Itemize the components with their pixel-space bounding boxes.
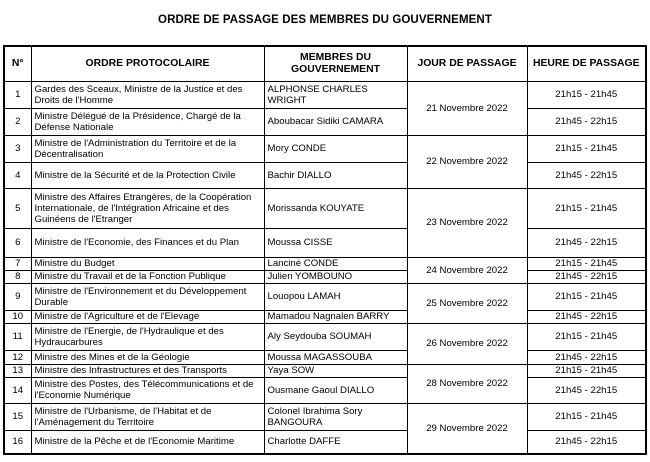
row-number: 7: [4, 257, 31, 270]
row-number: 8: [4, 270, 31, 283]
membre-cell: Moussa MAGASSOUBA: [264, 350, 407, 364]
heure-cell: 21h45 - 22h15: [527, 108, 646, 135]
membre-cell: Louopou LAMAH: [264, 283, 407, 310]
jour-cell: 26 Novembre 2022: [407, 323, 527, 364]
header-jour: JOUR DE PASSAGE: [407, 46, 527, 81]
ordre-cell: Ministre Délégué de la Présidence, Chargé de la Défense Nationale: [31, 108, 264, 135]
ordre-cell: Gardes des Sceaux, Ministre de la Justice et des Droits de l'Homme: [31, 81, 264, 108]
heure-cell: 21h15 - 21h45: [527, 135, 646, 162]
jour-cell: 24 Novembre 2022: [407, 257, 527, 283]
jour-cell: 29 Novembre 2022: [407, 403, 527, 454]
table-row: [4, 162, 646, 188]
ordre-cell: Ministre de la Pêche et de l'Economie Maritime: [31, 430, 264, 454]
header-membres: MEMBRES DU GOUVERNEMENT: [264, 46, 407, 81]
table-row: [4, 403, 646, 430]
heure-cell: 21h15 - 21h45: [527, 403, 646, 430]
ordre-cell: Ministre des Postes, des Télécommunications et de l'Economie Numérique: [31, 377, 264, 403]
membre-cell: Yaya SOW: [264, 364, 407, 377]
table-row: [4, 81, 646, 108]
row-number: 9: [4, 283, 31, 310]
membre-cell: Colonel Ibrahima Sory BANGOURA: [264, 403, 407, 430]
membre-cell: Mory CONDE: [264, 135, 407, 162]
table-row: [4, 188, 646, 228]
ordre-cell: Ministre des Mines et de la Géologie: [31, 350, 264, 364]
heure-cell: 21h15 - 21h45: [527, 323, 646, 350]
table-row: [4, 310, 646, 323]
heure-cell: 21h45 - 22h15: [527, 228, 646, 257]
table-row: [4, 323, 646, 350]
table-row: [4, 377, 646, 403]
table-row: [4, 135, 646, 162]
table-row: [4, 228, 646, 257]
table-row: [4, 364, 646, 377]
row-number: 10: [4, 310, 31, 323]
heure-cell: 21h45 - 22h15: [527, 377, 646, 403]
ordre-cell: Ministre du Budget: [31, 257, 264, 270]
heure-cell: 21h15 - 21h45: [527, 188, 646, 228]
membre-cell: Julien YOMBOUNO: [264, 270, 407, 283]
ordre-cell: Ministre de l'Agriculture et de l'Elevage: [31, 310, 264, 323]
header-heure: HEURE DE PASSAGE: [527, 46, 646, 81]
table-row: [4, 108, 646, 135]
membre-cell: Bachir DIALLO: [264, 162, 407, 188]
table-row: [4, 350, 646, 364]
row-number: 1: [4, 81, 31, 108]
membre-cell: Mamadou Nagnalen BARRY: [264, 310, 407, 323]
row-number: 14: [4, 377, 31, 403]
ordre-cell: Ministre du Travail et de la Fonction Publique: [31, 270, 264, 283]
membre-cell: Aly Seydouba SOUMAH: [264, 323, 407, 350]
heure-cell: 21h45 - 22h15: [527, 162, 646, 188]
membre-cell: Ousmane Gaoul DIALLO: [264, 377, 407, 403]
ordre-cell: Ministre de l'Administration du Territoire et de la Décentralisation: [31, 135, 264, 162]
heure-cell: 21h15 - 21h45: [527, 257, 646, 270]
membre-cell: Moussa CISSE: [264, 228, 407, 257]
heure-cell: 21h15 - 21h45: [527, 283, 646, 310]
row-number: 16: [4, 430, 31, 454]
row-number: 15: [4, 403, 31, 430]
membre-cell: Lanciné CONDE: [264, 257, 407, 270]
header-ordre-protocolaire: ORDRE PROTOCOLAIRE: [31, 46, 264, 81]
row-number: 3: [4, 135, 31, 162]
ordre-cell: Ministre des Infrastructures et des Transports: [31, 364, 264, 377]
heure-cell: 21h45 - 22h15: [527, 430, 646, 454]
jour-cell: 21 Novembre 2022: [407, 81, 527, 135]
row-number: 13: [4, 364, 31, 377]
heure-cell: 21h45 - 22h15: [527, 350, 646, 364]
table-row: [4, 430, 646, 454]
heure-cell: 21h45 - 22h15: [527, 270, 646, 283]
jour-cell: 25 Novembre 2022: [407, 283, 527, 323]
ordre-cell: Ministre de la Sécurité et de la Protection Civile: [31, 162, 264, 188]
row-number: 6: [4, 228, 31, 257]
row-number: 11: [4, 323, 31, 350]
document-title: ORDRE DE PASSAGE DES MEMBRES DU GOUVERNEMENT: [158, 14, 492, 26]
membre-cell: Aboubacar Sidiki CAMARA: [264, 108, 407, 135]
ordre-cell: Ministre des Affaires Etrangères, de la Coopération Internationale, de l'Intégration Africaine et des Guinéens de l'Etranger: [31, 188, 264, 228]
table-row: [4, 257, 646, 270]
table-row: [4, 270, 646, 283]
jour-cell: 23 Novembre 2022: [407, 188, 527, 257]
ordre-cell: Ministre de l'Urbanisme, de l'Habitat et de l'Aménagement du Territoire: [31, 403, 264, 430]
header-row: [4, 46, 646, 81]
schedule-table: [3, 45, 647, 455]
jour-cell: 22 Novembre 2022: [407, 135, 527, 188]
heure-cell: 21h15 - 21h45: [527, 364, 646, 377]
row-number: 5: [4, 188, 31, 228]
row-number: 4: [4, 162, 31, 188]
ordre-cell: Ministre de l'Economie, des Finances et du Plan: [31, 228, 264, 257]
ordre-cell: Ministre de l'Energie, de l'Hydraulique et des Hydraucarbures: [31, 323, 264, 350]
row-number: 2: [4, 108, 31, 135]
heure-cell: 21h45 - 22h15: [527, 310, 646, 323]
heure-cell: 21h15 - 21h45: [527, 81, 646, 108]
jour-cell: 28 Novembre 2022: [407, 364, 527, 403]
membre-cell: Morissanda KOUYATE: [264, 188, 407, 228]
header-num: N°: [4, 46, 31, 81]
membre-cell: Charlotte DAFFE: [264, 430, 407, 454]
ordre-cell: Ministre de l'Environnement et du Développement Durable: [31, 283, 264, 310]
table-row: [4, 283, 646, 310]
membre-cell: ALPHONSE CHARLES WRIGHT: [264, 81, 407, 108]
row-number: 12: [4, 350, 31, 364]
